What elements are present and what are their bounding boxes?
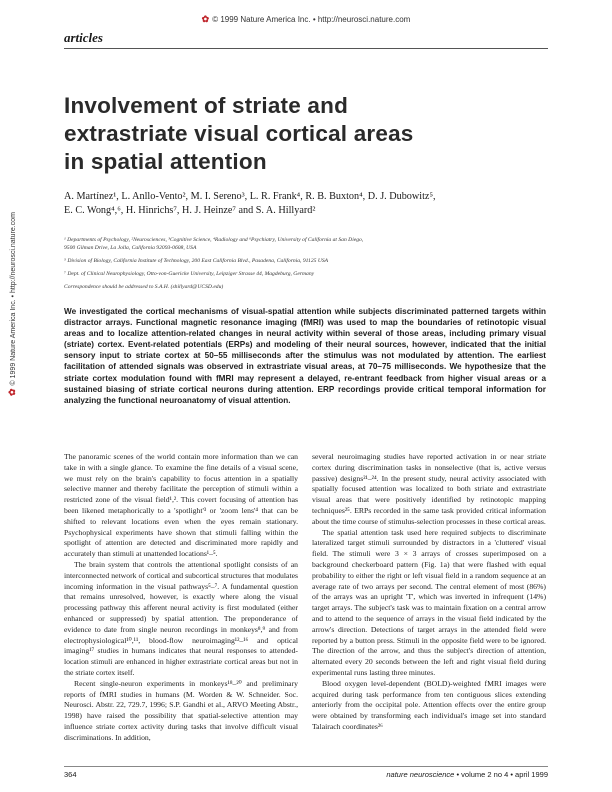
affiliations [64,236,544,295]
title-line: Involvement of striate and [64,93,349,118]
journal-name: nature neuroscience [386,770,455,779]
body-paragraph: Recent single-neuron experiments in monkeys¹⁸–²⁰ and preliminary reports of fMRI studies in humans (M. Worden & W. Schneider. Soc. Neurosci. Abstr. 22, 729.7, 1996; S.P. Gandhi et al., ARVO Meeting Abstr., 1998) have raised the possibility that spatial-selective attention may influence striate cortex activity during tasks that involve difficult visual discriminations. In addition, [64,678,298,742]
footer-divider [64,766,548,767]
publisher-logo-icon: ✿ [7,389,17,396]
side-copyright [7,212,18,396]
affiliation-line: ¹ Departments of Psychology, ²Neurosciences, ³Cognitive Science, ⁴Radiology and ⁶Psychiatry, University of California at San Diego, 9500 Gilman Drive, La Jolla, California 92093-0608, USA [64,237,364,252]
author-line: E. C. Wong⁴,⁶, H. Hinrichs⁷, H. J. Heinze⁷ and S. A. Hillyard² [64,204,316,216]
journal-citation [386,770,548,779]
body-paragraph: The brain system that controls the attentional spotlight consists of an interconnected network of cortical and subcortical structures that modulates incoming information in the visual pathways⁵–⁷. A fundamental question that remains unresolved, however, is exactly where along the visual processing pathway this afferent neural activity is first modulated (either enhanced or suppressed) by spatial attention. The preponderance of evidence to date from single neuron recordings in monkeys⁸,⁹ and from electrophysiological¹⁰,¹¹, blood-flow neuroimaging¹²–¹⁶ and optical imaging¹⁷ studies in humans indicates that neural responses to attended-location stimuli are enhanced in higher extrastriate cortical areas but not in the striate cortex itself. [64,559,298,677]
article-title [64,92,534,176]
journal-issue: • volume 2 no 4 • april 1999 [456,770,548,779]
copyright-text: © 1999 Nature America Inc. • http://neurosci.nature.com [212,15,411,24]
header-divider [64,48,548,49]
section-label: articles [64,30,103,45]
page-number: 364 [64,770,77,779]
affiliation-line: ⁵ Division of Biology, California Institute of Technology, 200 East California Blvd., Pasadena, California, 91125 USA [64,258,329,264]
publisher-logo-icon: ✿ [201,14,209,24]
affiliation-line: ⁷ Dept. of Clinical Neurophysiology, Otto-von-Guericke University, Leipziger Strasse 44, Magdeburg, Germany [64,270,315,277]
side-copyright-text: © 1999 Nature America Inc. • http://neurosci.nature.com [10,212,17,386]
abstract: We investigated the cortical mechanisms of visual-spatial attention while subjects discriminated patterned targets within distractor arrays. Functional magnetic resonance imaging (fMRI) was used to map the boundaries of retinotopic visual areas and to localize attention-related changes in neural activity within several of those areas, including primary visual (striate) cortex. Event-related potentials (ERPs) and modeling of their neural sources, however, indicated that the initial sensory input to striate cortex at 50–55 milliseconds after the stimulus was not modulated by attention. The earliest facilitation of attended signals was observed in extrastriate visual areas, at 70–75 milliseconds. We hypothesize that the striate cortex modulation found with fMRI may represent a delayed, re-entrant feedback from higher visual areas or a sustained biasing of striate cortical neurons during attention. ERP recordings provide critical temporal information for analyzing the functional neuroanatomy of visual attention. [64,307,546,405]
title-line: in spatial attention [64,149,267,174]
title-line: extrastriate visual cortical areas [64,121,414,146]
body-paragraph: The spatial attention task used here required subjects to discriminate lateralized target stimuli surrounded by distractors in a 'cluttered' visual field. The stimuli were 3 × 3 arrays of crosses superimposed on a background checkerboard pattern (Fig. 1a) that were flashed with equal probability to either the right or left visual field in a random sequence at an average rate of two arrays per second. The central element of most (86%) of the arrays was an upright 'T', which was inverted in infrequent (14%) target arrays. The subject's task was to maintain fixation on a central arrow and to attend to the sequence of arrays in the visual field indicated by the arrow's direction. Detections of target arrays in the attended field were reported by a button press. Stimuli in the opposite field were to be ignored. The direction of the arrow, and thus the subject's direction of attention, alternated every 20 seconds between the left and right visual field during experimental runs lasting three minutes. [312,527,546,677]
body-paragraph: The panoramic scenes of the world contain more information than we can take in with a single glance. To examine the fine details of a visual scene, we must rely on the brain's capability to focus attention in a spatially selective manner and thereby facilitate the perception of stimuli within a restricted zone of the visual field¹,². This covert focusing of attention has been likened metaphorically to a 'spotlight'³ or 'zoom lens'⁴ that can be shifted to relevant locations even when the eyes remain stationary. Psychophysical experiments have shown that stimuli falling within the spotlight of attention are detected and discriminated more rapidly and accurately than stimuli at unattended locations¹–⁵. [64,452,298,559]
copyright-header [0,14,612,25]
correspondence-line: Correspondence should be addressed to S.A.H. (shillyard@UCSD.edu) [64,283,224,290]
body-column-left [64,452,298,744]
author-line: A. Martínez¹, L. Anllo-Vento², M. I. Sereno³, L. R. Frank⁴, R. B. Buxton⁴, D. J. Dubowitz⁵, [64,191,436,202]
body-paragraph: several neuroimaging studies have reported activation in or near striate cortex during discrimination tasks in nonselective (that is, active versus passive) designs²¹–²⁴. In the present study, neural activity associated with spatially focused attention was localized to both striate and extrastriate visual areas that were positively identified by retinotopic mapping techniques²⁵. ERPs recorded in the same task provided critical information about the time course of stimulus-selection processes in these cortical areas. [312,452,546,526]
body-paragraph: Blood oxygen level-dependent (BOLD)-weighted fMRI images were acquired during task performance from ten contiguous slices extending anteriorly from the occipital pole. Attention effects over the entire group were obtained by transforming each individual's image set into standard Talairach coordinates²⁶ [312,678,546,731]
author-list [64,190,544,217]
body-column-right [312,452,546,733]
